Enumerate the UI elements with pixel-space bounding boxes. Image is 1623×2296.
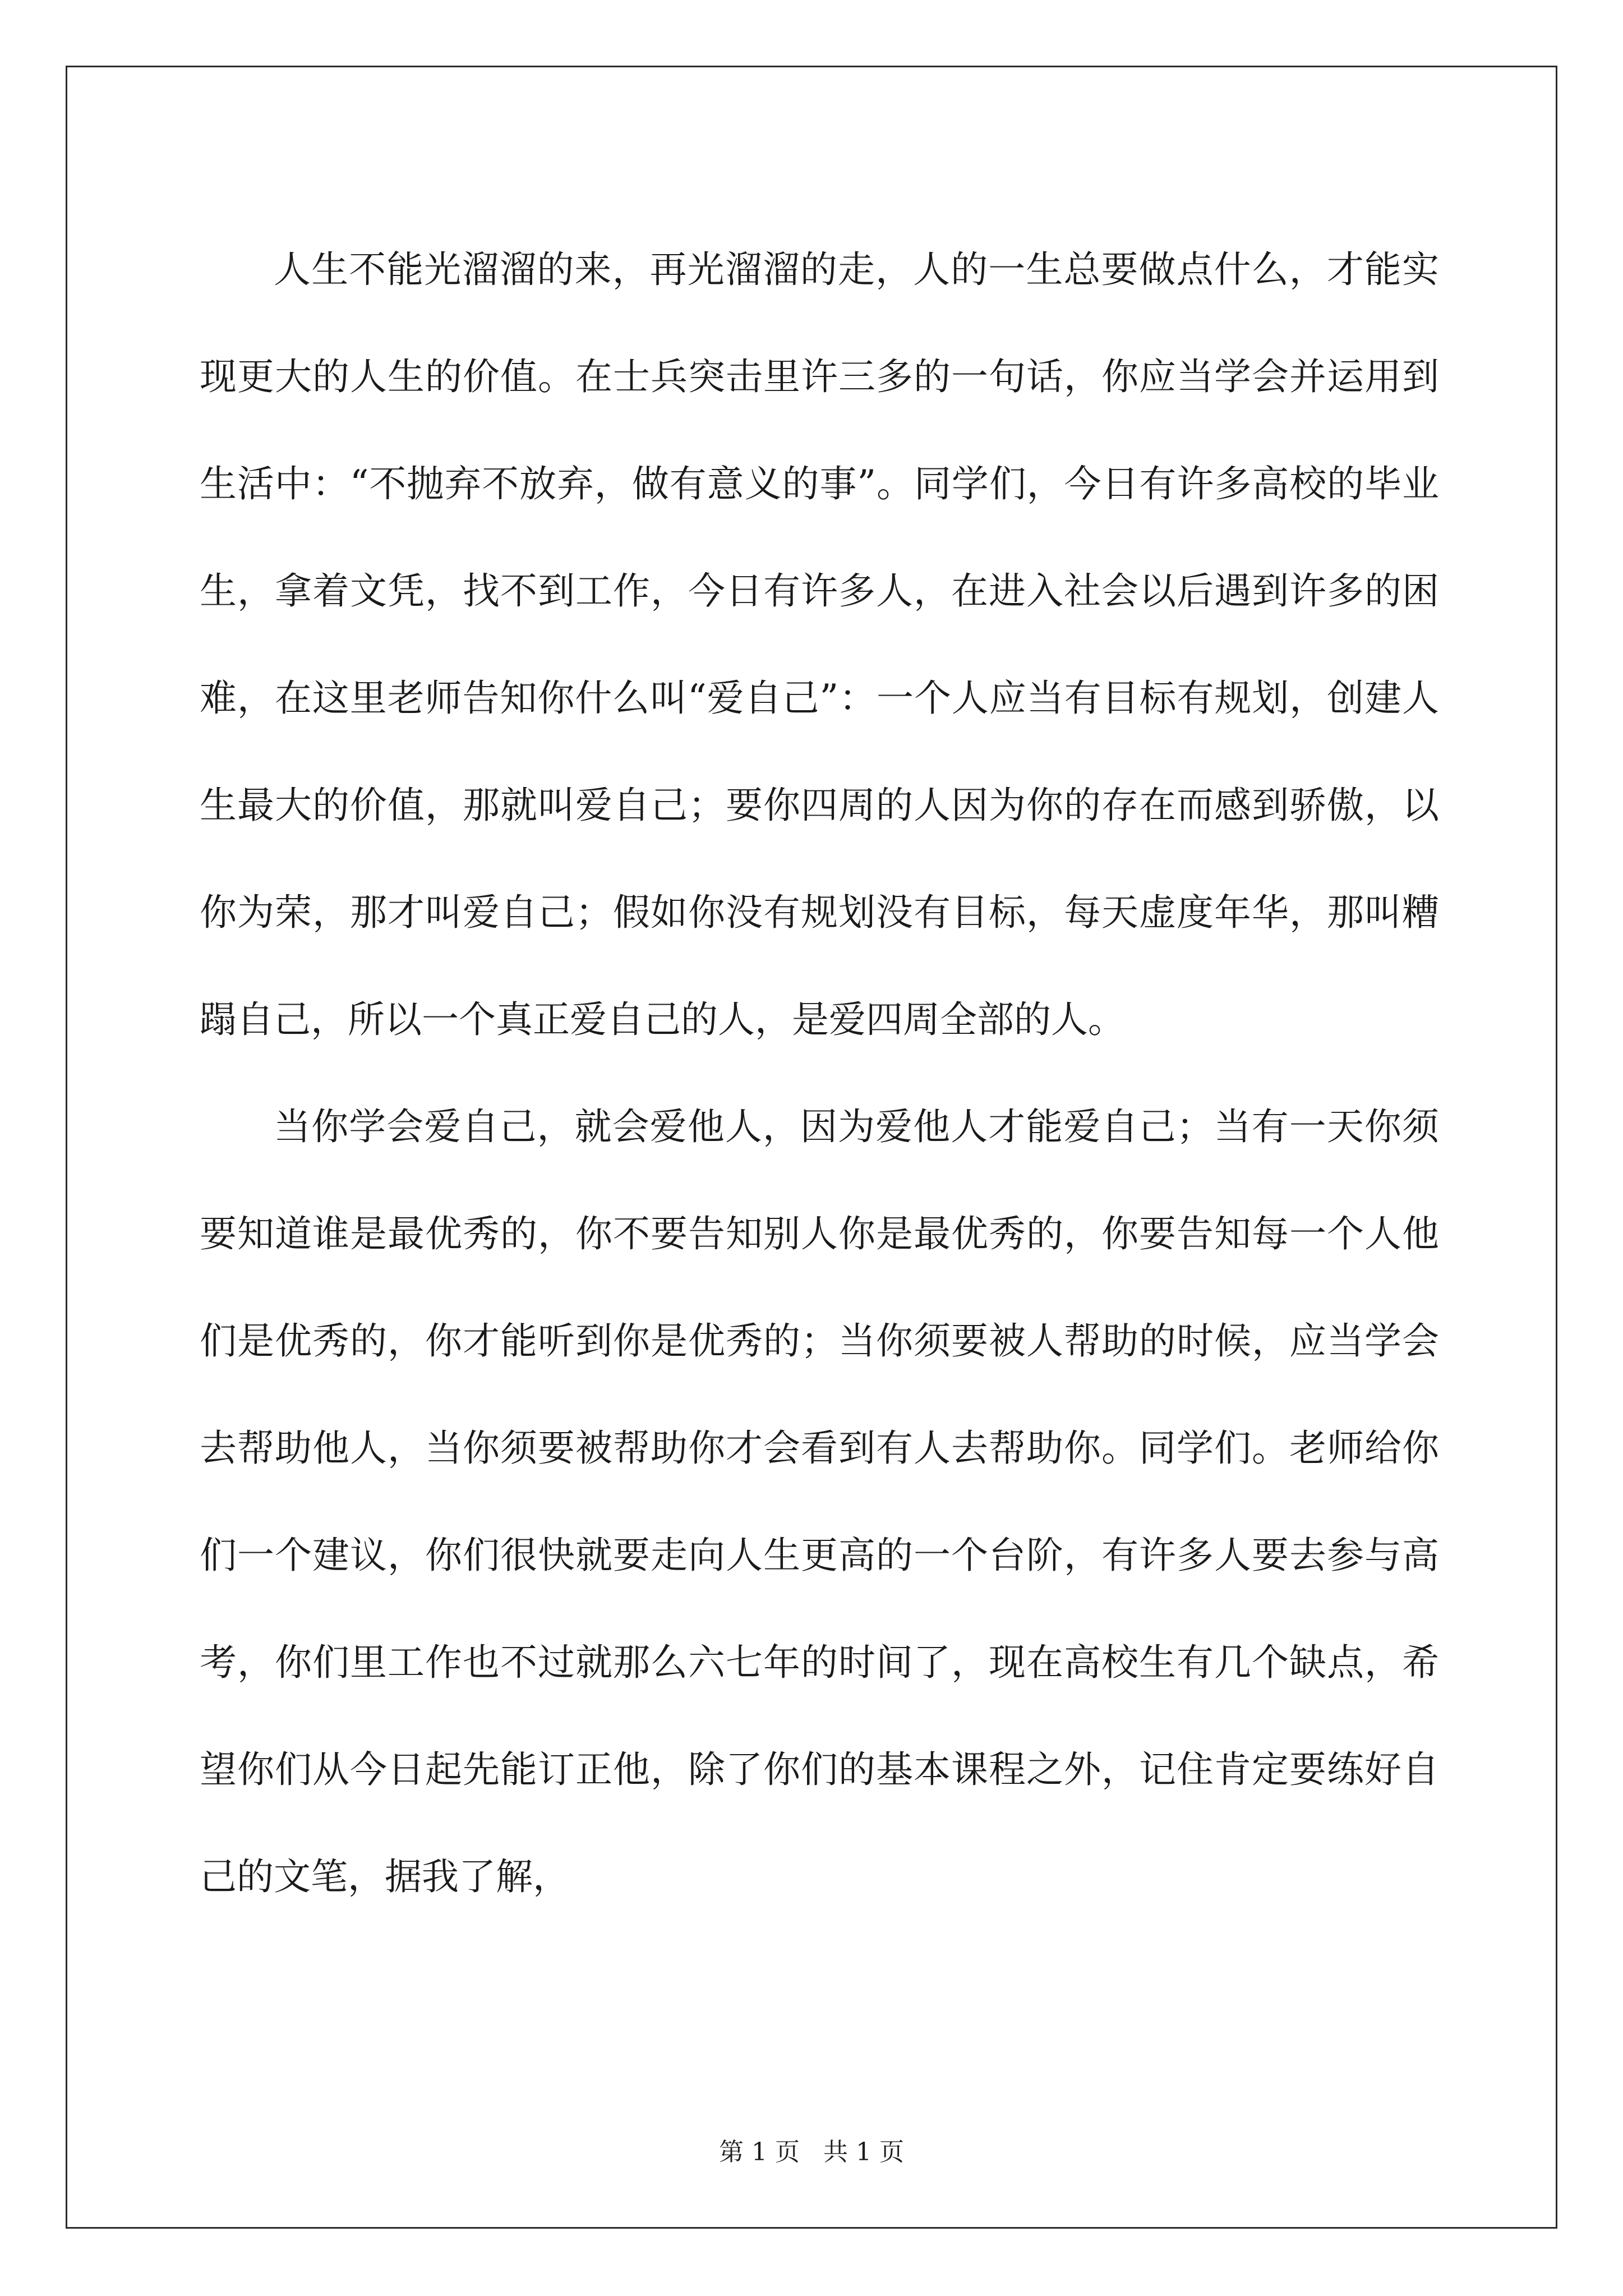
document-body bbox=[200, 216, 1439, 1930]
paragraph-1: 人生不能光溜溜的来，再光溜溜的走，人的一生总要做点什么，才能实现更大的人生的价值。在士兵突击里许三多的一句话，你应当学会并运用到生活中：“不抛弃不放弃，做有意义的事”。同学们，今日有许多高校的毕业生，拿着文凭，找不到工作，今日有许多人，在进入社会以后遇到许多的困难，在这里老师告知你什么叫“爱自己”：一个人应当有目标有规划，创建人生最大的价值，那就叫爱自己；要你四周的人因为你的存在而感到骄傲，以你为荣，那才叫爱自己；假如你没有规划没有目标，每天虚度年华，那叫糟蹋自己，所以一个真正爱自己的人，是爱四周全部的人。 bbox=[200, 248, 1439, 1041]
paragraph-2: 当你学会爱自己，就会爱他人，因为爱他人才能爱自己；当有一天你须要知道谁是最优秀的，你不要告知别人你是最优秀的，你要告知每一个人他们是优秀的，你才能听到你是优秀的；当你须要被人帮助的时候，应当学会去帮助他人，当你须要被帮助你才会看到有人去帮助你。同学们。老师给你们一个建议，你们很快就要走向人生更高的一个台阶，有许多人要去参与高考，你们里工作也不过就那么六七年的时间了，现在高校生有几个缺点，希望你们从今日起先能订正他，除了你们的基本课程之外，记住肯定要练好自己的文笔，据我了解， bbox=[200, 1105, 1439, 1898]
page-footer: 第 1 页 共 1 页 bbox=[719, 2138, 904, 2166]
